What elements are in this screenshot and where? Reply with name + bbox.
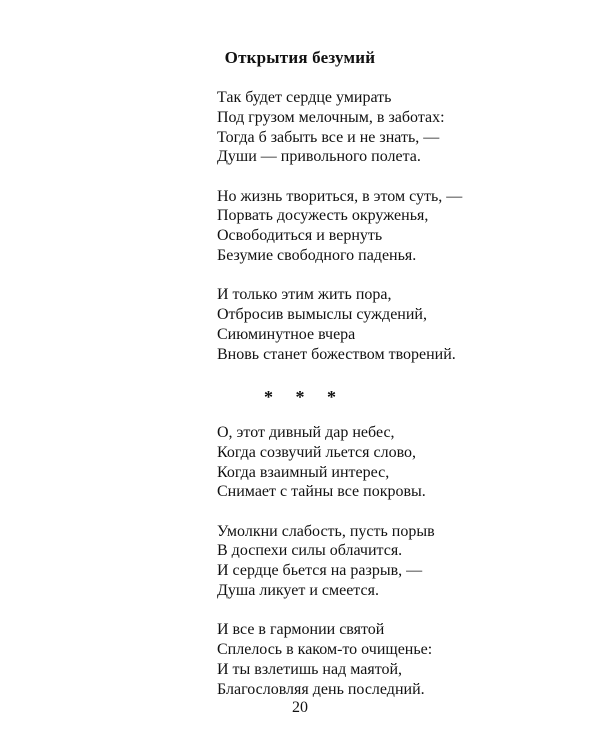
stanza [217, 620, 435, 699]
verse-line: Снимает с тайны все покровы. [217, 483, 426, 501]
verse-line: И сердце бьется на разрыв, — [217, 562, 423, 580]
verse-line: Отбросив вымыслы суждений, [217, 306, 427, 324]
verse-line: Умолкни слабость, пусть порыв [217, 522, 435, 540]
verse-line: Но жизнь твориться, в этом суть, — [217, 187, 463, 205]
verse-line: Освободиться и вернуть [217, 227, 383, 245]
stanza [217, 88, 462, 167]
verse-line: И ты взлетишь над маятой, [217, 660, 403, 678]
verse-line: И все в гармонии святой [217, 621, 385, 639]
verse-line: Душа ликует и смеется. [217, 582, 379, 600]
verse-line: В доспехи силы облачится. [217, 542, 403, 560]
verse-line: Порвать досужесть окруженья, [217, 207, 429, 225]
verse-line: Души — привольного полета. [217, 148, 421, 166]
stanza [217, 423, 435, 502]
stanza [217, 187, 462, 266]
verse-line: Тогда б забыть все и не знать, — [217, 128, 440, 146]
verse-line: Так будет сердце умирать [217, 89, 392, 106]
poem-title: Открытия безумий [224, 48, 376, 67]
verse-line: Сплелось в каком-то очищенье: [217, 641, 433, 659]
stanza [217, 285, 462, 364]
verse-line: О, этот дивный дар небес, [217, 424, 395, 441]
verse-line: Когда взаимный интерес, [217, 463, 390, 481]
asterism-separator: * * * [264, 387, 345, 407]
verse-line: И только этим жить пора, [217, 286, 392, 304]
poem-second [217, 423, 435, 700]
verse-line: Под грузом мелочным, в заботах: [217, 108, 445, 126]
verse-line: Безумие свободного паденья. [217, 247, 417, 265]
verse-line: Сиюминутное вчера [217, 325, 356, 343]
poem-first [217, 88, 462, 365]
verse-line: Когда созвучий льется слово, [217, 443, 417, 461]
page-number: 20 [292, 699, 308, 716]
verse-line: Вновь станет божеством творений. [217, 345, 456, 363]
stanza [217, 522, 435, 601]
verse-line: Благословляя день последний. [217, 680, 425, 698]
